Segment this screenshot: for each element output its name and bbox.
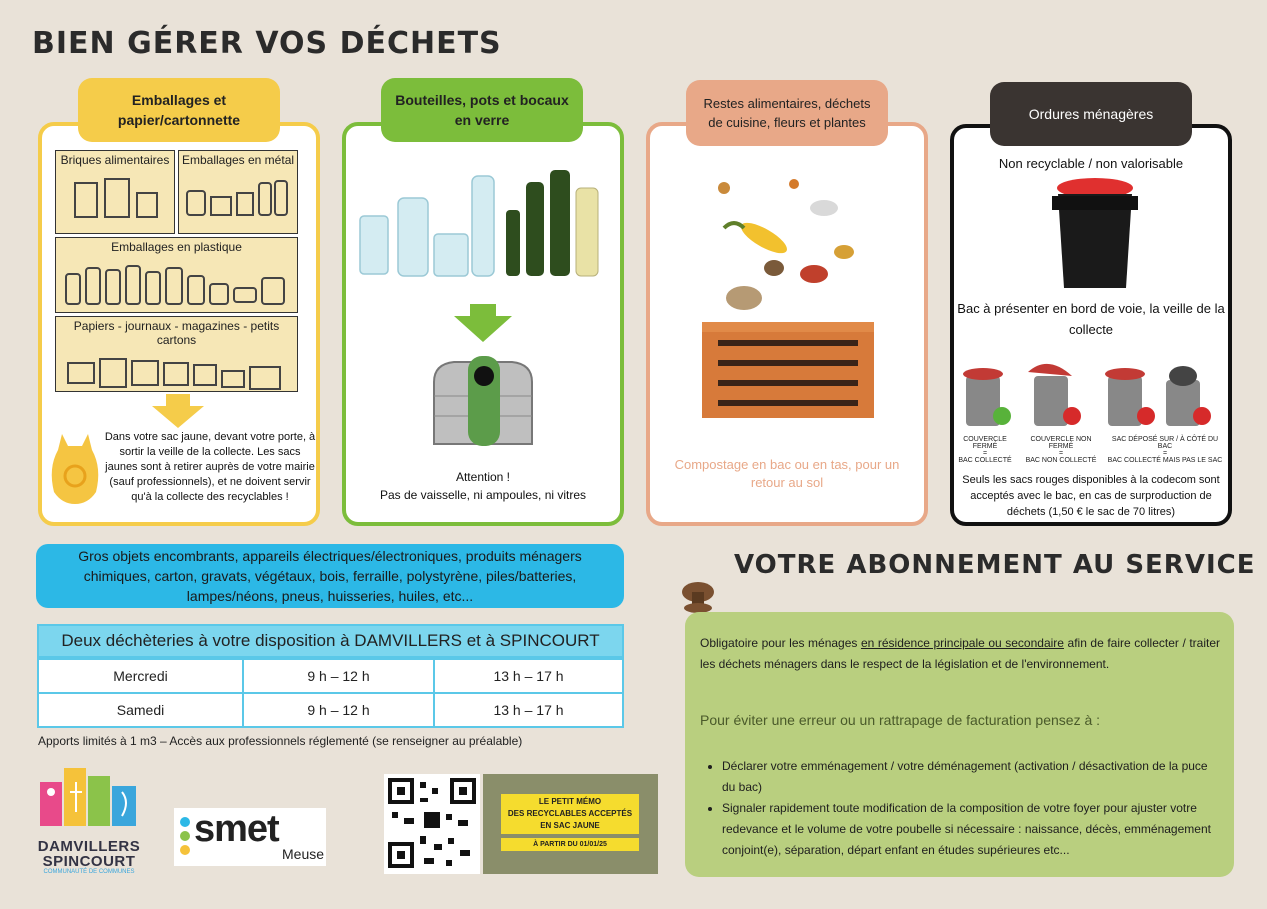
newspaper-icon — [62, 353, 292, 399]
dechetteries-header: Deux déchèteries à votre disposition à DAMVILLERS et à SPINCOURT — [37, 624, 624, 658]
black-note: Seuls les sacs rouges disponibles à la codecom sont acceptés avec le bac, en cas de surproduction de déchets (1,50 € le sac de 70 litres) — [962, 474, 1220, 518]
smet-name: smet — [194, 808, 279, 850]
memo-date: À PARTIR DU 01/01/25 — [501, 838, 639, 851]
box-metal: Emballages en métal — [178, 150, 298, 234]
bin-rule-3: SAC DÉPOSÉ SUR / À CÔTÉ DU BAC = BAC COLLECTÉ MAIS PAS LE SAC — [1107, 436, 1223, 464]
black-instruction: Bac à présenter en bord de voie, la veille de la collecte — [957, 301, 1225, 337]
box-briques: Briques alimentaires — [55, 150, 175, 234]
table-row: Mercredi 9 h – 12 h 13 h – 17 h — [38, 659, 623, 693]
subscription-bullets — [708, 756, 1222, 861]
glass-container-icon — [424, 352, 542, 452]
compost-bin-icon — [702, 322, 874, 418]
carton-icons — [56, 169, 174, 227]
bulky-items-banner — [36, 544, 624, 608]
subscription-p2: Pour éviter une erreur ou un rattrapage de facturation pensez à : — [700, 712, 1101, 728]
bin-rules-icons — [958, 362, 1224, 432]
codecom-name-3: COMMUNAUTÉ DE COMMUNES — [43, 869, 135, 875]
down-arrow-icon — [152, 394, 204, 428]
memo-banner: LE PETIT MÉMO DES RECYCLABLES ACCEPTÉS EN SAC JAUNE — [501, 794, 639, 834]
milk-carton-icon — [65, 173, 165, 223]
yellow-bag-icon — [48, 428, 102, 504]
orange-note: Compostage en bac ou en tas, pour un retour au sol — [674, 457, 900, 490]
codecom-name-1: DAMVILLERS — [37, 838, 141, 855]
bin-rule-1: COUVERCLE FERMÉ = BAC COLLECTÉ — [958, 436, 1012, 464]
glass-bottles-icon — [356, 162, 610, 284]
green-note-title: Attention ! — [455, 470, 511, 484]
subscription-p1: Obligatoire pour les ménages en résidence principale ou secondaire afin de faire collecter / traiter les déchets ménagers dans le respect de la législation et de l'environnement. — [700, 636, 1221, 671]
black-subtitle: Non recyclable / non valorisable — [998, 156, 1184, 171]
list-item: • Signaler rapidement toute modification de la composition de votre foyer pour ajuster votre redevance et le volume de votre poubelle si nécessaire : naissance, décès, emménagement conjoint(e), séparation, départ enfant en études supérieures etc... — [722, 798, 1222, 861]
tab-orange: Restes alimentaires, déchets de cuisine, fleurs et plantes — [686, 80, 888, 146]
page-title: BIEN GÉRER VOS DÉCHETS — [32, 26, 502, 61]
can-icon — [183, 173, 293, 223]
tab-black: Ordures ménagères — [990, 82, 1192, 146]
bulky-items-text: Gros objets encombrants, appareils électriques/électroniques, produits ménagers chimiques, carton, gravats, végétaux, bois, ferraille, polystyrène, piles/batteries, lampes/néons, pneus, huisseries, huiles, etc... — [78, 548, 582, 604]
qr-code[interactable] — [384, 774, 480, 874]
smet-logo — [174, 808, 326, 866]
list-item: • Déclarer votre emménagement / votre déménagement (activation / désactivation de la puce du bac) — [722, 756, 1222, 798]
codecom-logo — [36, 762, 142, 876]
down-arrow-icon — [454, 304, 512, 342]
green-note: Pas de vaisselle, ni ampoules, ni vitres — [379, 488, 587, 502]
trash-bin-icon — [1052, 176, 1138, 296]
table-row: Samedi 9 h – 12 h 13 h – 17 h — [38, 693, 623, 727]
bottle-icons — [56, 256, 297, 312]
subscription-title: VOTRE ABONNEMENT AU SERVICE — [734, 550, 1256, 580]
tab-green: Bouteilles, pots et bocaux en verre — [381, 78, 583, 142]
plastic-bottle-icon — [62, 260, 292, 308]
qr-code-icon — [384, 774, 480, 874]
smet-dots-icon — [178, 816, 192, 856]
codecom-emblem-icon — [36, 762, 142, 834]
box-papers: Papiers - journaux - magazines - petits cartons — [55, 316, 298, 392]
smet-sub: Meuse — [282, 846, 325, 862]
opening-hours-table — [37, 658, 624, 728]
dechetteries-footnote: Apports limités à 1 m3 – Accès aux professionnels réglementé (se renseigner au préalable) — [38, 734, 523, 748]
memo-flyer[interactable] — [483, 774, 658, 874]
bin-rule-2: COUVERCLE NON FERMÉ = BAC NON COLLECTÉ — [1025, 436, 1097, 464]
food-scraps-icon — [704, 168, 874, 318]
can-icons — [179, 169, 297, 227]
yellow-note: Dans votre sac jaune, devant votre porte, à sortir la veille de la collecte. Les sacs jaunes sont à retirer auprès de votre mairie (sauf professionnels), et ne doivent servir qu'à la collecte des recyclables ! — [104, 431, 316, 503]
codecom-name-2: SPINCOURT — [42, 853, 136, 870]
box-plastic: Emballages en plastique — [55, 237, 298, 313]
tab-yellow: Emballages et papier/cartonnette — [78, 78, 280, 142]
